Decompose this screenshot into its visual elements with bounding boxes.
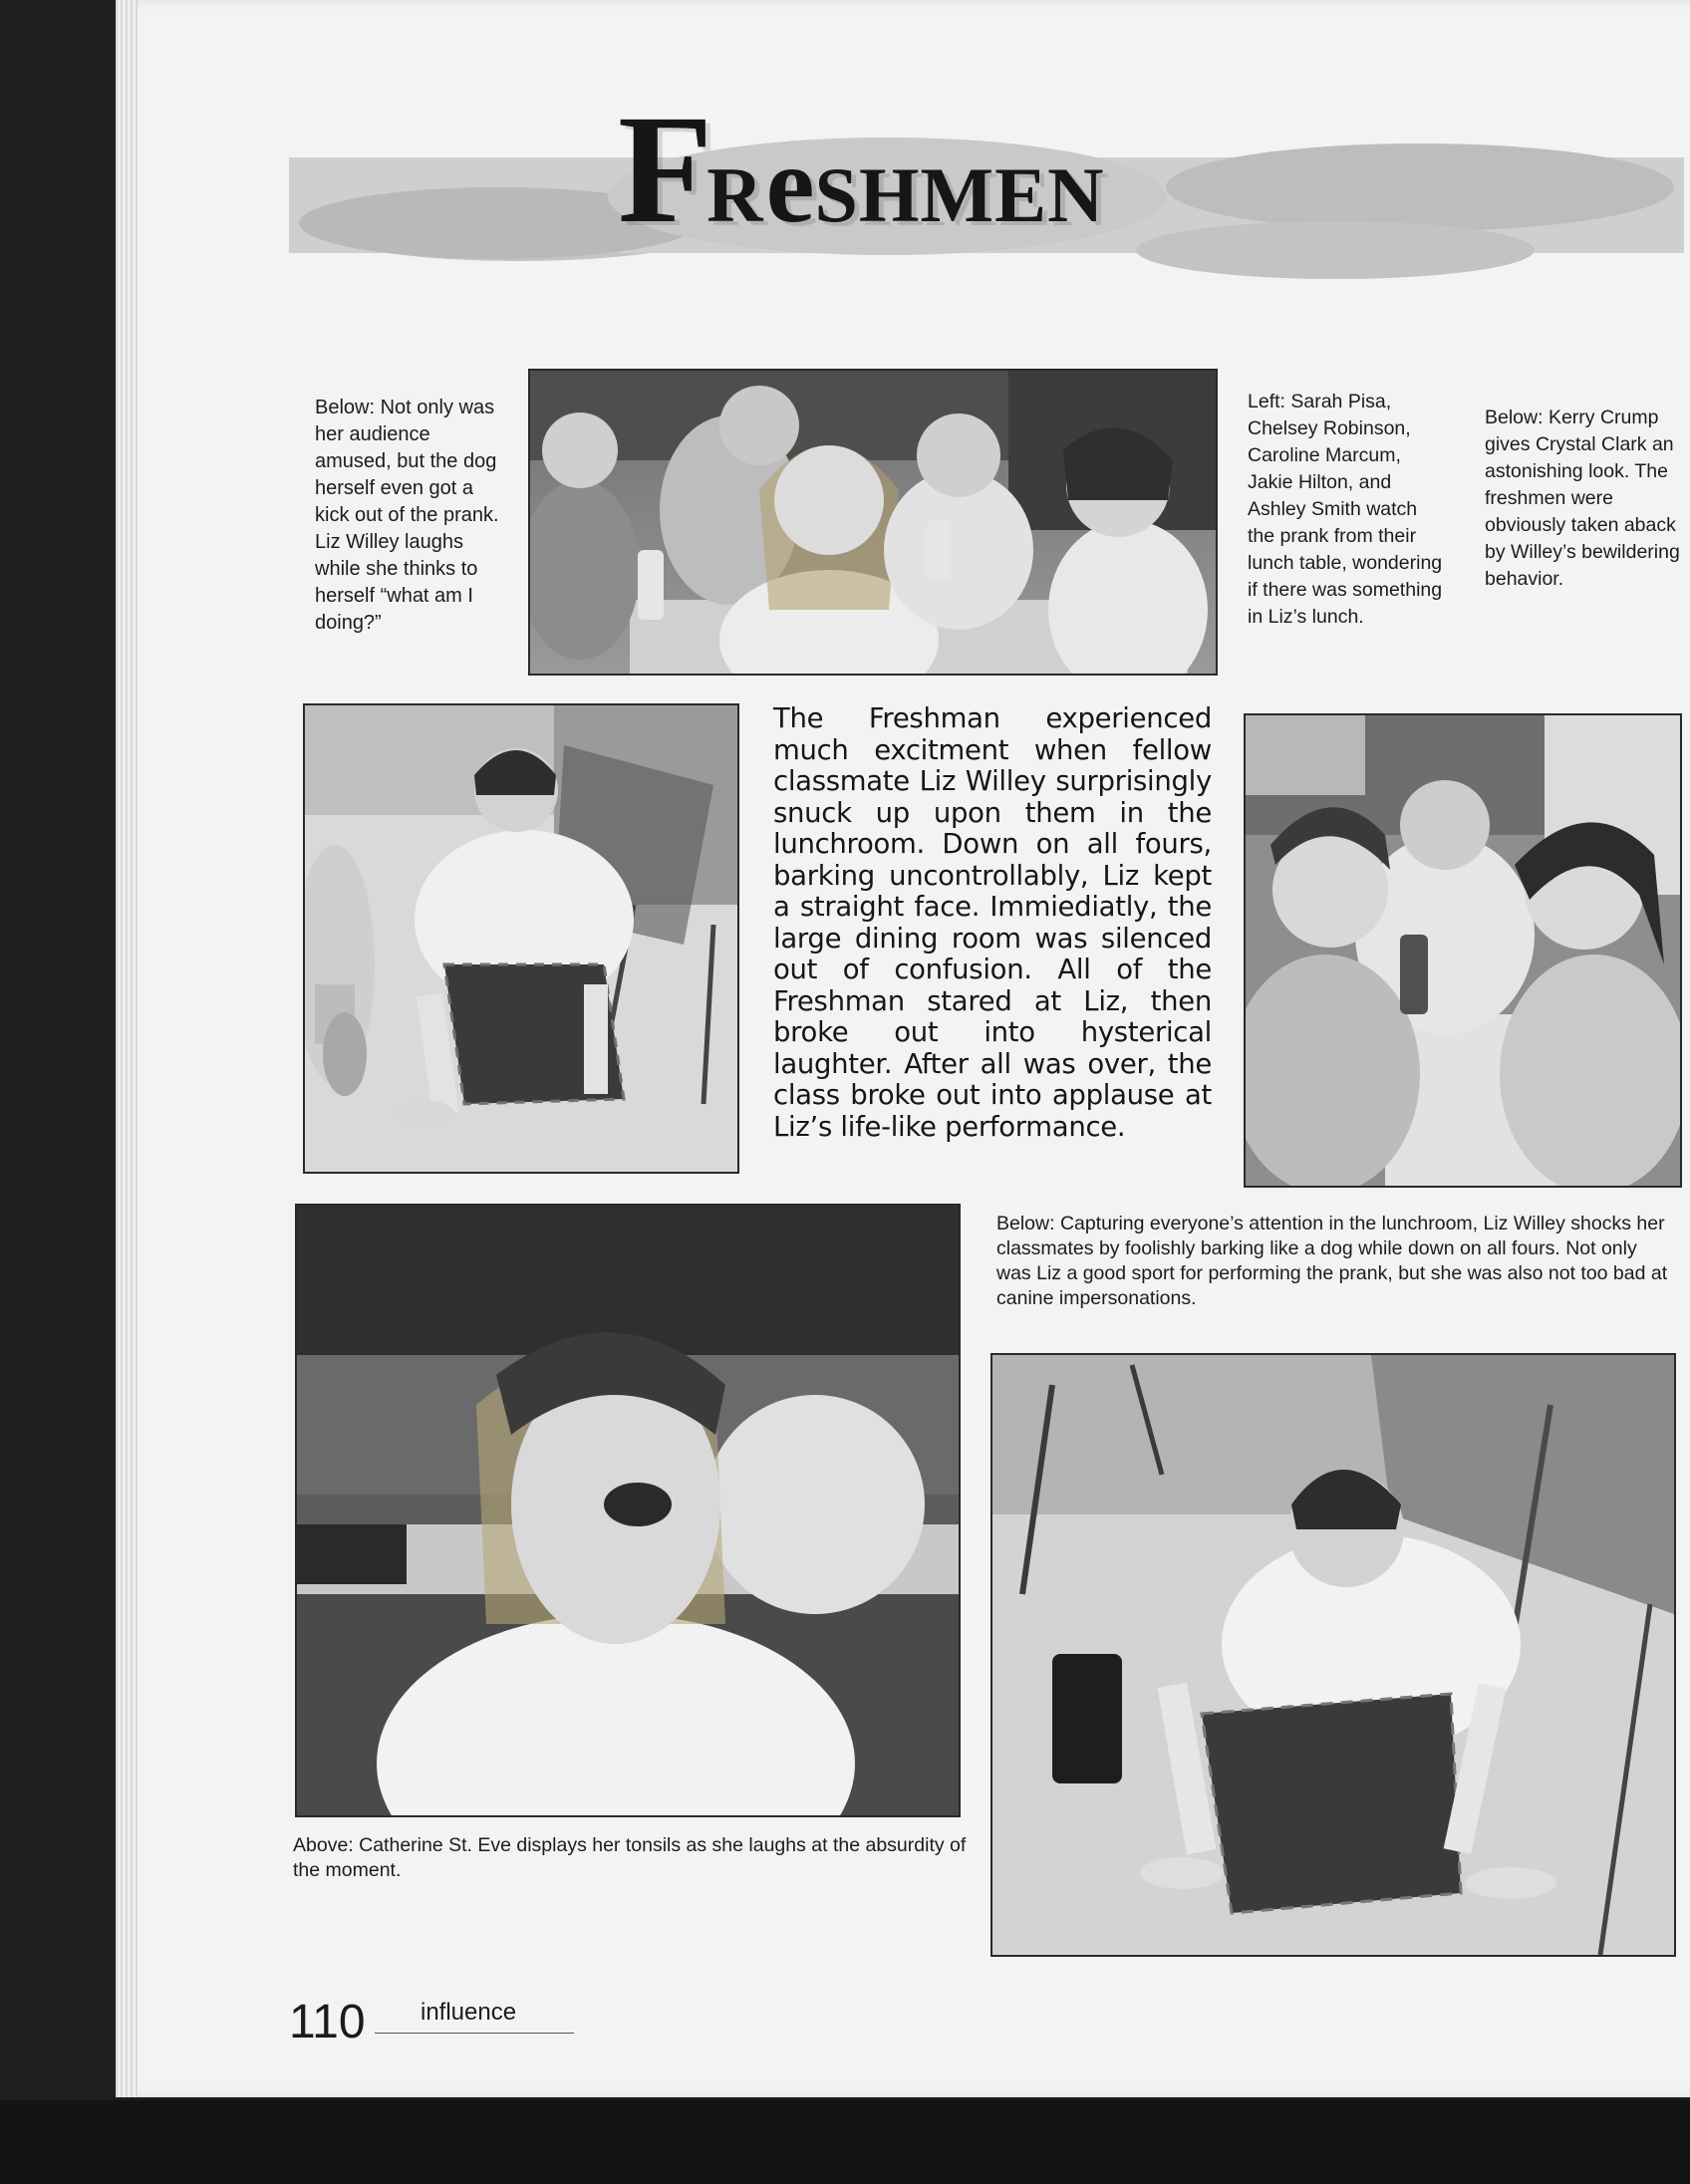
title-letter-f: F <box>618 83 713 255</box>
title-rest: SHMEN <box>814 151 1105 238</box>
binding-shadow <box>0 0 118 2184</box>
caption-top-middle: Left: Sarah Pisa, Chelsey Robinson, Caroline Marcum, Jakie Hilton, and Ashley Smith watch the prank from their lunch table, wondering if there was something in Liz’s lunch. <box>1248 391 1443 628</box>
photo-two-girls-laughing <box>1244 713 1682 1188</box>
page-title <box>618 83 1105 271</box>
caption-top-right: Below: Kerry Crump gives Crystal Clark an astonishing look. The freshmen were obviously taken aback by Willey’s bewildering behavior. <box>1485 407 1680 590</box>
story-body: The Freshman experienced much excitment when fellow classmate Liz Willey surprisingly snuck up upon them in the lunchroom. Down on all fours, barking uncontrollably, Liz kept a straight face. Immiediatly, the large dining room was silenced out of confusion. All of the Freshman stared at Liz, then broke out into hysterical laughter. After all was over, the class broke out into applause at Liz’s life-like performance. <box>773 702 1212 1143</box>
header-ellipse-right <box>1166 143 1674 231</box>
photo-girls-lunch-table <box>528 369 1218 676</box>
title-letter-r: R <box>706 151 764 238</box>
photo-liz-barking <box>990 1353 1676 1957</box>
title-letter-e: e <box>765 124 815 245</box>
caption-lower-left: Above: Catherine St. Eve displays her tonsils as she laughs at the absurdity of the moment. <box>293 1834 967 1881</box>
bottom-shadow <box>0 2100 1690 2184</box>
photo-girl-laughing-closeup <box>295 1204 961 1817</box>
header-ellipse-right-low <box>1136 221 1535 279</box>
photo-liz-all-fours <box>303 703 739 1174</box>
page-stack-edge <box>116 0 138 2097</box>
caption-lower-right: Below: Capturing everyone’s attention in the lunchroom, Liz Willey shocks her classmates by foolishly barking like a dog while down on all fours. Not only was Liz a good sport for performing the prank, but she was also not too bad at canine impersonations. <box>996 1213 1668 1309</box>
folio-rule <box>375 2033 574 2034</box>
caption-top-left: Below: Not only was her audience amused, but the dog herself even got a kick out of the prank. Liz Willey laughs while she thinks to herself “what am I doing?” <box>315 397 499 634</box>
section-label: influence <box>421 1999 517 2026</box>
page-number: 110 <box>289 1996 366 2048</box>
